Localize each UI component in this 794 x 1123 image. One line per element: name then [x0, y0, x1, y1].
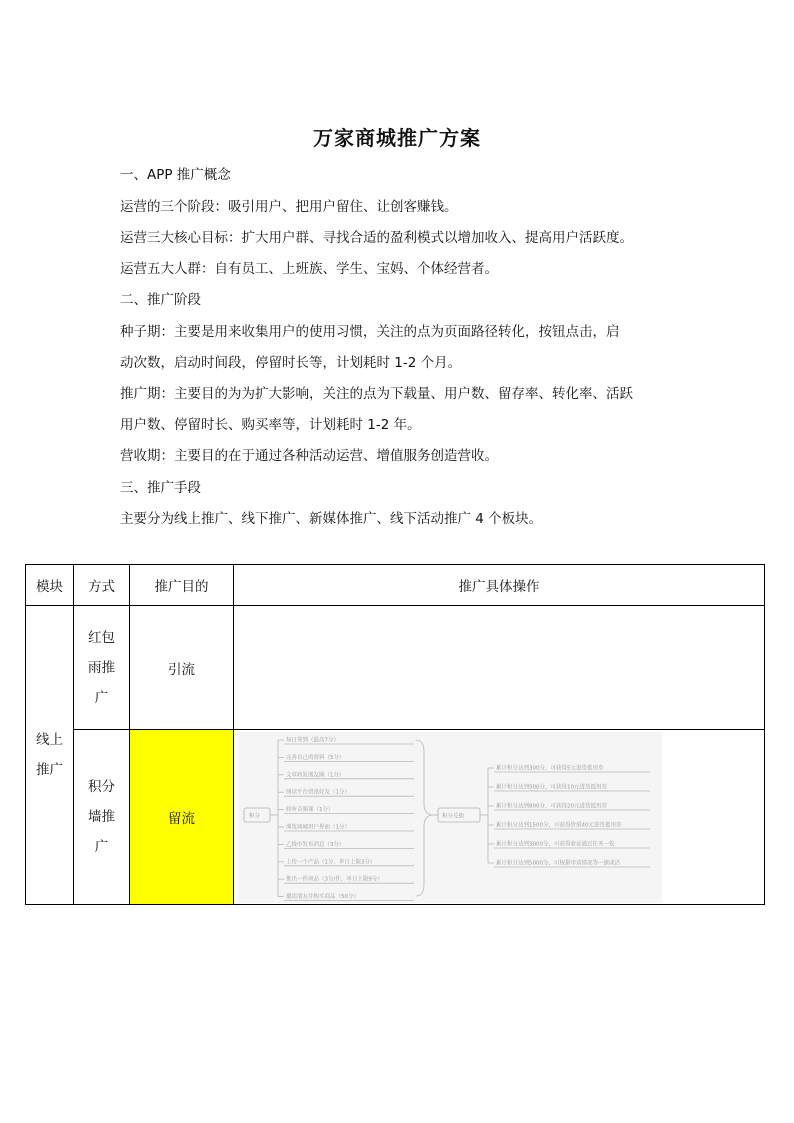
- mindmap-earn-item: 完善自己的资料（5分）: [286, 754, 345, 761]
- mindmap-earn-item: 收听音频课（1分）: [286, 806, 334, 813]
- paragraph-groups: 运营五大人群：自有员工、上班族、学生、宝妈、个体经营者。: [120, 261, 498, 277]
- section-heading-phases: 二、推广阶段: [120, 292, 201, 308]
- paragraph-stages: 运营的三个阶段：吸引用户、把用户留住、让创客赚钱。: [120, 199, 458, 215]
- operation-cell-mindmap: [234, 730, 765, 905]
- section-heading-concept: 一、APP 推广概念: [120, 167, 231, 183]
- method-cell-points-wall: 积分 墙推 广: [74, 730, 130, 905]
- paragraph-means: 主要分为线上推广、线下推广、新媒体推广、线下活动推广 4 个板块。: [120, 511, 543, 527]
- mindmap-reward-item: 累计积分达到800分，可获得20元进货抵用券: [496, 803, 607, 809]
- mindmap-earn-item: 邀请朋友并购买商品（50分）: [286, 893, 359, 900]
- paragraph-seed-1: 种子期：主要是用来收集用户的使用习惯，关注的点为页面路径转化，按钮点击，启: [120, 324, 620, 340]
- mindmap-reward-item: 累计积分达到1500分，可获得价值40元进货抵用券: [496, 822, 622, 828]
- mindmap-earn-item: 乙级中发布消息（3分）: [286, 841, 345, 848]
- promotion-table: [25, 564, 765, 905]
- mindmap-earn-item: 浏览商城用户界面（1分）: [286, 824, 351, 830]
- mindmap-earn-item: 推出一件商品（3分/件，单日上限9分）: [286, 876, 383, 883]
- mindmap-earn-item: 每日签到（最高7分）: [286, 737, 339, 743]
- paragraph-promo-2: 用户数、停留时长、购买率等，计划耗时 1-2 年。: [120, 417, 421, 433]
- mindmap-reward-item: 累计积分达到3000分，可获得验证通过任务一枚: [496, 841, 615, 847]
- mindmap-reward-item: 累计积分达到300分，可获得5元进货抵用券: [496, 765, 604, 771]
- header-purpose: 推广目的: [130, 565, 234, 606]
- paragraph-goals: 运营三大核心目标：扩大用户群、寻找合适的盈利模式以增加收入、提高用户活跃度。: [120, 230, 633, 246]
- mindmap-earn-item: 阅读平台资讯好友（1分）: [286, 789, 351, 796]
- method-cell-red-packet: 红包 雨推 广: [74, 606, 130, 730]
- header-method: 方式: [74, 565, 130, 606]
- header-operation: 推广具体操作: [234, 565, 765, 606]
- mindmap-root: 积分: [249, 813, 261, 819]
- purpose-cell-traffic: 引流: [130, 606, 234, 730]
- document-title: 万家商城推广方案: [313, 126, 481, 150]
- table-header-row: [26, 565, 765, 606]
- mindmap-exchange: 积分兑换: [442, 813, 465, 819]
- points-mindmap-image: [238, 732, 662, 903]
- section-heading-means: 三、推广手段: [120, 480, 201, 496]
- paragraph-seed-2: 动次数，启动时间段，停留时长等，计划耗时 1-2 个月。: [120, 355, 462, 371]
- table-row: [26, 730, 765, 905]
- table-row: [26, 606, 765, 730]
- mindmap-earn-item: 上传一个产品（1分，单日上限3分）: [286, 858, 376, 865]
- mindmap-reward-item: 累计积分达到500分，可获得10元进货抵用券: [496, 784, 607, 790]
- header-module: 模块: [26, 565, 74, 606]
- mindmap-earn-item: 文章转发朋友圈（1分）: [286, 771, 345, 778]
- purpose-cell-retention: 留流: [130, 730, 234, 905]
- mindmap-reward-item: 累计积分达到5000分，可根据申请情况等一旗或活: [496, 860, 620, 866]
- operation-cell-empty: [234, 606, 765, 730]
- paragraph-revenue: 营收期：主要目的在于通过各种活动运营、增值服务创造营收。: [120, 448, 498, 464]
- paragraph-promo-1: 推广期：主要目的为为扩大影响，关注的点为下载量、用户数、留存率、转化率、活跃: [120, 386, 633, 402]
- module-cell: 线上 推广: [26, 606, 74, 905]
